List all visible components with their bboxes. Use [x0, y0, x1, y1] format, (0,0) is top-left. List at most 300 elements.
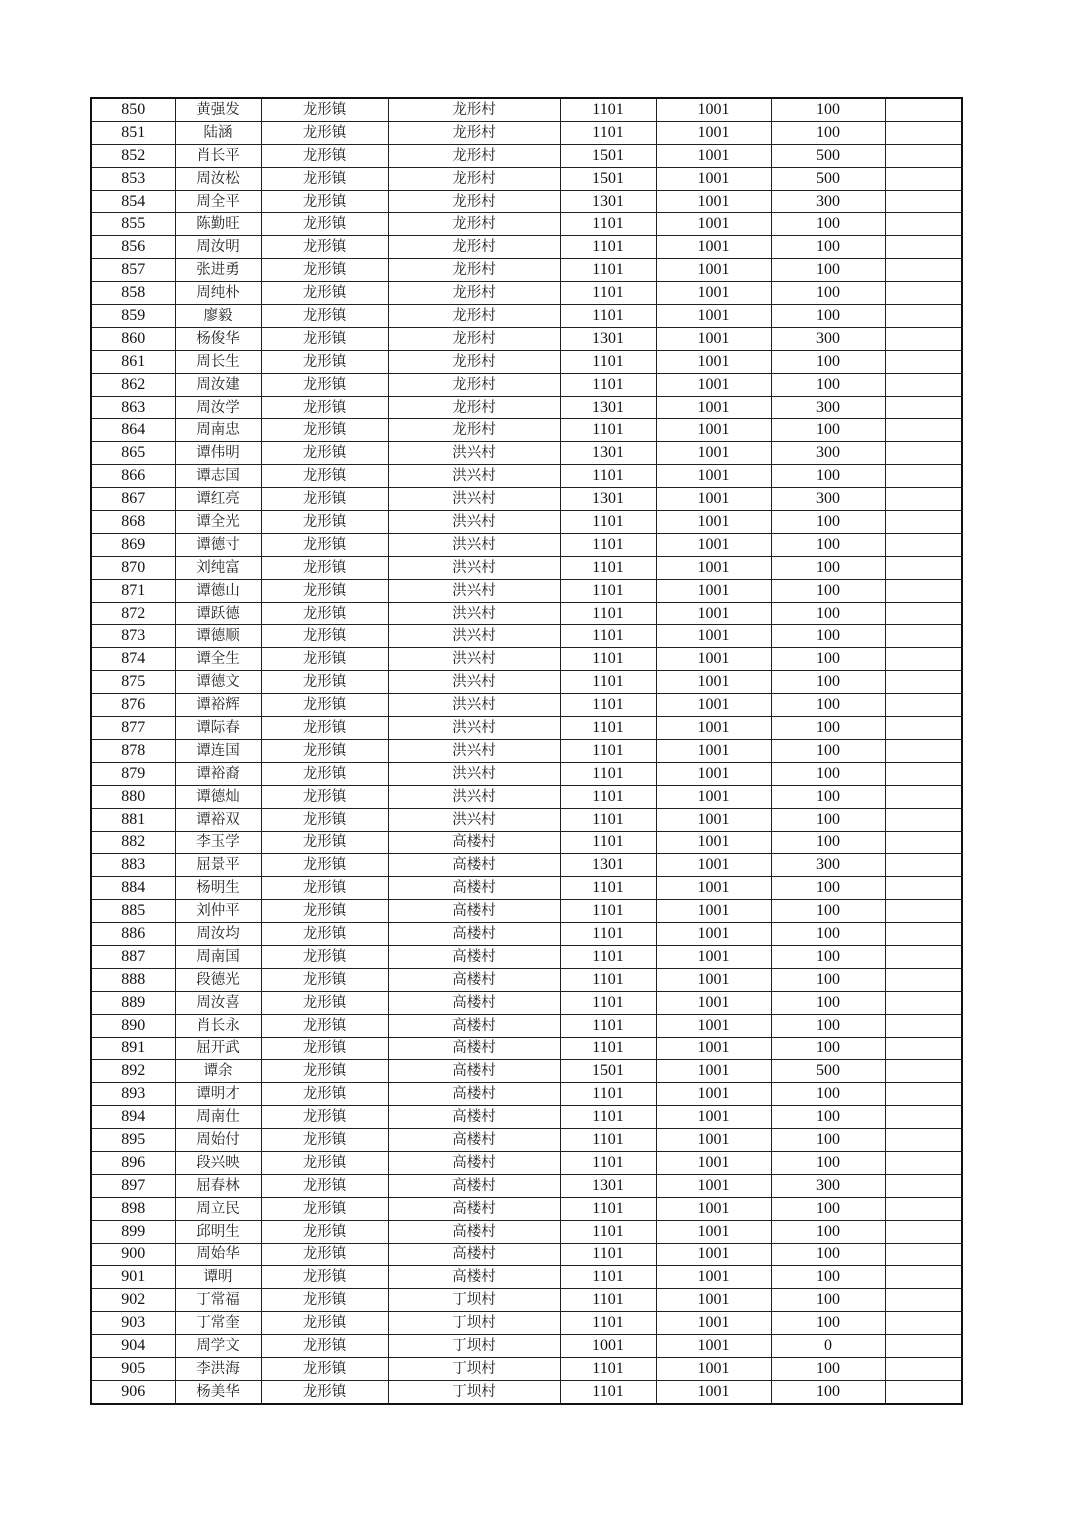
amount-cell: 100	[771, 350, 885, 373]
row-number-cell: 854	[91, 190, 175, 213]
name-cell: 谭志国	[175, 465, 261, 488]
code-a-cell: 1101	[560, 1106, 656, 1129]
remark-cell	[885, 1380, 962, 1403]
village-cell: 高楼村	[388, 854, 560, 877]
village-cell: 高楼村	[388, 1197, 560, 1220]
name-cell: 谭德文	[175, 671, 261, 694]
table-row	[91, 1312, 962, 1335]
table-row	[91, 1220, 962, 1243]
code-a-cell: 1101	[560, 1243, 656, 1266]
town-cell: 龙形镇	[261, 1174, 388, 1197]
village-cell: 洪兴村	[388, 762, 560, 785]
village-cell: 高楼村	[388, 1243, 560, 1266]
amount-cell: 100	[771, 808, 885, 831]
name-cell: 谭德寸	[175, 533, 261, 556]
code-a-cell: 1101	[560, 465, 656, 488]
name-cell: 屈春林	[175, 1174, 261, 1197]
table-row	[91, 1197, 962, 1220]
code-b-cell: 1001	[656, 442, 771, 465]
name-cell: 刘仲平	[175, 900, 261, 923]
code-b-cell: 1001	[656, 1266, 771, 1289]
remark-cell	[885, 396, 962, 419]
row-number-cell: 879	[91, 762, 175, 785]
remark-cell	[885, 579, 962, 602]
code-b-cell: 1001	[656, 1037, 771, 1060]
table-row	[91, 236, 962, 259]
remark-cell	[885, 488, 962, 511]
amount-cell: 100	[771, 579, 885, 602]
name-cell: 周长生	[175, 350, 261, 373]
row-number-cell: 884	[91, 877, 175, 900]
row-number-cell: 872	[91, 602, 175, 625]
town-cell: 龙形镇	[261, 1380, 388, 1403]
name-cell: 周汝松	[175, 167, 261, 190]
row-number-cell: 897	[91, 1174, 175, 1197]
name-cell: 丁常奎	[175, 1312, 261, 1335]
row-number-cell: 877	[91, 717, 175, 740]
table-row	[91, 556, 962, 579]
village-cell: 龙形村	[388, 213, 560, 236]
table-row	[91, 144, 962, 167]
remark-cell	[885, 900, 962, 923]
village-cell: 丁坝村	[388, 1335, 560, 1358]
town-cell: 龙形镇	[261, 1266, 388, 1289]
amount-cell: 100	[771, 533, 885, 556]
amount-cell: 300	[771, 190, 885, 213]
row-number-cell: 857	[91, 259, 175, 282]
name-cell: 段兴映	[175, 1151, 261, 1174]
table-row	[91, 854, 962, 877]
amount-cell: 100	[771, 1106, 885, 1129]
village-cell: 洪兴村	[388, 488, 560, 511]
code-b-cell: 1001	[656, 717, 771, 740]
remark-cell	[885, 831, 962, 854]
name-cell: 周学文	[175, 1335, 261, 1358]
code-a-cell: 1501	[560, 167, 656, 190]
name-cell: 周汝喜	[175, 991, 261, 1014]
row-number-cell: 863	[91, 396, 175, 419]
row-number-cell: 906	[91, 1380, 175, 1403]
table-row	[91, 717, 962, 740]
name-cell: 谭际春	[175, 717, 261, 740]
code-b-cell: 1001	[656, 831, 771, 854]
village-cell: 龙形村	[388, 282, 560, 305]
name-cell: 谭连国	[175, 739, 261, 762]
amount-cell: 100	[771, 1243, 885, 1266]
code-a-cell: 1101	[560, 259, 656, 282]
remark-cell	[885, 1083, 962, 1106]
table-row	[91, 442, 962, 465]
code-b-cell: 1001	[656, 1083, 771, 1106]
remark-cell	[885, 213, 962, 236]
row-number-cell: 880	[91, 785, 175, 808]
row-number-cell: 892	[91, 1060, 175, 1083]
remark-cell	[885, 717, 962, 740]
village-cell: 高楼村	[388, 968, 560, 991]
amount-cell: 100	[771, 1014, 885, 1037]
amount-cell: 100	[771, 511, 885, 534]
code-b-cell: 1001	[656, 167, 771, 190]
row-number-cell: 850	[91, 98, 175, 121]
village-cell: 丁坝村	[388, 1357, 560, 1380]
code-b-cell: 1001	[656, 1243, 771, 1266]
remark-cell	[885, 671, 962, 694]
town-cell: 龙形镇	[261, 1106, 388, 1129]
village-cell: 龙形村	[388, 305, 560, 328]
village-cell: 高楼村	[388, 1060, 560, 1083]
table-row	[91, 121, 962, 144]
town-cell: 龙形镇	[261, 190, 388, 213]
remark-cell	[885, 1014, 962, 1037]
amount-cell: 100	[771, 1289, 885, 1312]
code-a-cell: 1101	[560, 1129, 656, 1152]
village-cell: 丁坝村	[388, 1312, 560, 1335]
town-cell: 龙形镇	[261, 968, 388, 991]
code-a-cell: 1101	[560, 98, 656, 121]
code-b-cell: 1001	[656, 694, 771, 717]
code-b-cell: 1001	[656, 350, 771, 373]
amount-cell: 500	[771, 1060, 885, 1083]
village-cell: 高楼村	[388, 991, 560, 1014]
amount-cell: 100	[771, 877, 885, 900]
table-row	[91, 808, 962, 831]
remark-cell	[885, 327, 962, 350]
village-cell: 丁坝村	[388, 1380, 560, 1403]
name-cell: 周纯朴	[175, 282, 261, 305]
village-cell: 高楼村	[388, 900, 560, 923]
town-cell: 龙形镇	[261, 717, 388, 740]
table-row	[91, 190, 962, 213]
table-row	[91, 1335, 962, 1358]
amount-cell: 500	[771, 167, 885, 190]
amount-cell: 100	[771, 1266, 885, 1289]
village-cell: 龙形村	[388, 327, 560, 350]
table-row	[91, 533, 962, 556]
village-cell: 高楼村	[388, 1151, 560, 1174]
row-number-cell: 881	[91, 808, 175, 831]
row-number-cell: 868	[91, 511, 175, 534]
row-number-cell: 859	[91, 305, 175, 328]
name-cell: 周始付	[175, 1129, 261, 1152]
name-cell: 周汝建	[175, 373, 261, 396]
amount-cell: 100	[771, 648, 885, 671]
remark-cell	[885, 533, 962, 556]
amount-cell: 300	[771, 327, 885, 350]
code-a-cell: 1101	[560, 945, 656, 968]
remark-cell	[885, 808, 962, 831]
remark-cell	[885, 1312, 962, 1335]
town-cell: 龙形镇	[261, 1060, 388, 1083]
amount-cell: 100	[771, 236, 885, 259]
remark-cell	[885, 1129, 962, 1152]
row-number-cell: 885	[91, 900, 175, 923]
row-number-cell: 855	[91, 213, 175, 236]
row-number-cell: 893	[91, 1083, 175, 1106]
table-row	[91, 579, 962, 602]
code-a-cell: 1101	[560, 213, 656, 236]
row-number-cell: 903	[91, 1312, 175, 1335]
town-cell: 龙形镇	[261, 1357, 388, 1380]
amount-cell: 100	[771, 968, 885, 991]
code-a-cell: 1101	[560, 1151, 656, 1174]
remark-cell	[885, 282, 962, 305]
remark-cell	[885, 167, 962, 190]
town-cell: 龙形镇	[261, 442, 388, 465]
name-cell: 谭余	[175, 1060, 261, 1083]
code-a-cell: 1501	[560, 144, 656, 167]
code-b-cell: 1001	[656, 144, 771, 167]
town-cell: 龙形镇	[261, 831, 388, 854]
code-b-cell: 1001	[656, 808, 771, 831]
village-cell: 龙形村	[388, 144, 560, 167]
table-row	[91, 511, 962, 534]
code-a-cell: 1101	[560, 1266, 656, 1289]
town-cell: 龙形镇	[261, 350, 388, 373]
village-cell: 丁坝村	[388, 1289, 560, 1312]
amount-cell: 100	[771, 373, 885, 396]
code-b-cell: 1001	[656, 1357, 771, 1380]
code-b-cell: 1001	[656, 556, 771, 579]
remark-cell	[885, 419, 962, 442]
name-cell: 周立民	[175, 1197, 261, 1220]
remark-cell	[885, 442, 962, 465]
code-a-cell: 1101	[560, 877, 656, 900]
data-table	[90, 97, 963, 1405]
village-cell: 高楼村	[388, 1220, 560, 1243]
village-cell: 高楼村	[388, 1174, 560, 1197]
amount-cell: 100	[771, 1151, 885, 1174]
table-row	[91, 305, 962, 328]
code-a-cell: 1101	[560, 1083, 656, 1106]
town-cell: 龙形镇	[261, 900, 388, 923]
table-row	[91, 1243, 962, 1266]
remark-cell	[885, 190, 962, 213]
town-cell: 龙形镇	[261, 694, 388, 717]
row-number-cell: 899	[91, 1220, 175, 1243]
code-a-cell: 1301	[560, 190, 656, 213]
row-number-cell: 875	[91, 671, 175, 694]
amount-cell: 100	[771, 1129, 885, 1152]
amount-cell: 100	[771, 1083, 885, 1106]
row-number-cell: 898	[91, 1197, 175, 1220]
town-cell: 龙形镇	[261, 1312, 388, 1335]
town-cell: 龙形镇	[261, 98, 388, 121]
village-cell: 高楼村	[388, 1106, 560, 1129]
row-number-cell: 894	[91, 1106, 175, 1129]
remark-cell	[885, 511, 962, 534]
code-b-cell: 1001	[656, 396, 771, 419]
code-a-cell: 1301	[560, 327, 656, 350]
code-a-cell: 1101	[560, 1037, 656, 1060]
code-a-cell: 1101	[560, 785, 656, 808]
town-cell: 龙形镇	[261, 1243, 388, 1266]
table-row	[91, 1151, 962, 1174]
remark-cell	[885, 694, 962, 717]
table-row	[91, 694, 962, 717]
code-a-cell: 1101	[560, 1220, 656, 1243]
code-a-cell: 1101	[560, 121, 656, 144]
table-row	[91, 213, 962, 236]
row-number-cell: 852	[91, 144, 175, 167]
code-b-cell: 1001	[656, 1380, 771, 1403]
code-a-cell: 1101	[560, 968, 656, 991]
village-cell: 洪兴村	[388, 785, 560, 808]
village-cell: 龙形村	[388, 419, 560, 442]
code-b-cell: 1001	[656, 98, 771, 121]
remark-cell	[885, 305, 962, 328]
remark-cell	[885, 1106, 962, 1129]
row-number-cell: 896	[91, 1151, 175, 1174]
town-cell: 龙形镇	[261, 305, 388, 328]
amount-cell: 100	[771, 121, 885, 144]
remark-cell	[885, 945, 962, 968]
town-cell: 龙形镇	[261, 327, 388, 350]
table-row	[91, 923, 962, 946]
code-b-cell: 1001	[656, 854, 771, 877]
remark-cell	[885, 98, 962, 121]
code-b-cell: 1001	[656, 282, 771, 305]
remark-cell	[885, 144, 962, 167]
row-number-cell: 883	[91, 854, 175, 877]
town-cell: 龙形镇	[261, 259, 388, 282]
code-a-cell: 1101	[560, 808, 656, 831]
table-row	[91, 945, 962, 968]
code-a-cell: 1301	[560, 488, 656, 511]
code-b-cell: 1001	[656, 785, 771, 808]
town-cell: 龙形镇	[261, 1037, 388, 1060]
remark-cell	[885, 1037, 962, 1060]
town-cell: 龙形镇	[261, 739, 388, 762]
code-b-cell: 1001	[656, 762, 771, 785]
name-cell: 肖长永	[175, 1014, 261, 1037]
town-cell: 龙形镇	[261, 488, 388, 511]
row-number-cell: 865	[91, 442, 175, 465]
town-cell: 龙形镇	[261, 556, 388, 579]
code-a-cell: 1101	[560, 236, 656, 259]
remark-cell	[885, 373, 962, 396]
code-a-cell: 1101	[560, 1312, 656, 1335]
code-a-cell: 1301	[560, 396, 656, 419]
village-cell: 龙形村	[388, 167, 560, 190]
amount-cell: 100	[771, 625, 885, 648]
name-cell: 谭裕辉	[175, 694, 261, 717]
village-cell: 龙形村	[388, 98, 560, 121]
code-a-cell: 1501	[560, 1060, 656, 1083]
code-b-cell: 1001	[656, 1312, 771, 1335]
remark-cell	[885, 1220, 962, 1243]
amount-cell: 100	[771, 602, 885, 625]
village-cell: 洪兴村	[388, 579, 560, 602]
name-cell: 谭全光	[175, 511, 261, 534]
village-cell: 高楼村	[388, 1129, 560, 1152]
town-cell: 龙形镇	[261, 923, 388, 946]
code-b-cell: 1001	[656, 488, 771, 511]
remark-cell	[885, 350, 962, 373]
amount-cell: 300	[771, 396, 885, 419]
remark-cell	[885, 1266, 962, 1289]
code-a-cell: 1101	[560, 1197, 656, 1220]
name-cell: 廖毅	[175, 305, 261, 328]
row-number-cell: 861	[91, 350, 175, 373]
row-number-cell: 905	[91, 1357, 175, 1380]
table-row	[91, 373, 962, 396]
table-row	[91, 1037, 962, 1060]
remark-cell	[885, 648, 962, 671]
town-cell: 龙形镇	[261, 144, 388, 167]
code-a-cell: 1301	[560, 442, 656, 465]
code-b-cell: 1001	[656, 305, 771, 328]
amount-cell: 100	[771, 739, 885, 762]
amount-cell: 300	[771, 1174, 885, 1197]
village-cell: 龙形村	[388, 190, 560, 213]
amount-cell: 100	[771, 1380, 885, 1403]
village-cell: 龙形村	[388, 259, 560, 282]
row-number-cell: 895	[91, 1129, 175, 1152]
code-a-cell: 1101	[560, 625, 656, 648]
remark-cell	[885, 1197, 962, 1220]
village-cell: 高楼村	[388, 877, 560, 900]
name-cell: 周汝学	[175, 396, 261, 419]
town-cell: 龙形镇	[261, 396, 388, 419]
row-number-cell: 851	[91, 121, 175, 144]
code-b-cell: 1001	[656, 625, 771, 648]
remark-cell	[885, 259, 962, 282]
town-cell: 龙形镇	[261, 373, 388, 396]
table-row	[91, 877, 962, 900]
name-cell: 谭德灿	[175, 785, 261, 808]
code-a-cell: 1101	[560, 1014, 656, 1037]
amount-cell: 100	[771, 945, 885, 968]
code-b-cell: 1001	[656, 945, 771, 968]
amount-cell: 0	[771, 1335, 885, 1358]
code-b-cell: 1001	[656, 1289, 771, 1312]
village-cell: 洪兴村	[388, 694, 560, 717]
town-cell: 龙形镇	[261, 602, 388, 625]
name-cell: 谭红亮	[175, 488, 261, 511]
town-cell: 龙形镇	[261, 533, 388, 556]
code-a-cell: 1101	[560, 533, 656, 556]
amount-cell: 100	[771, 419, 885, 442]
table-row	[91, 625, 962, 648]
table-row	[91, 739, 962, 762]
town-cell: 龙形镇	[261, 854, 388, 877]
row-number-cell: 878	[91, 739, 175, 762]
name-cell: 杨美华	[175, 1380, 261, 1403]
name-cell: 周始华	[175, 1243, 261, 1266]
code-b-cell: 1001	[656, 1060, 771, 1083]
amount-cell: 100	[771, 98, 885, 121]
name-cell: 谭德山	[175, 579, 261, 602]
row-number-cell: 870	[91, 556, 175, 579]
village-cell: 洪兴村	[388, 511, 560, 534]
town-cell: 龙形镇	[261, 1220, 388, 1243]
remark-cell	[885, 785, 962, 808]
code-a-cell: 1101	[560, 373, 656, 396]
code-a-cell: 1101	[560, 305, 656, 328]
name-cell: 李玉学	[175, 831, 261, 854]
code-a-cell: 1101	[560, 717, 656, 740]
row-number-cell: 889	[91, 991, 175, 1014]
name-cell: 谭明才	[175, 1083, 261, 1106]
code-a-cell: 1101	[560, 1380, 656, 1403]
table-row	[91, 1357, 962, 1380]
code-b-cell: 1001	[656, 877, 771, 900]
name-cell: 段德光	[175, 968, 261, 991]
row-number-cell: 862	[91, 373, 175, 396]
name-cell: 刘纯富	[175, 556, 261, 579]
row-number-cell: 888	[91, 968, 175, 991]
code-a-cell: 1101	[560, 831, 656, 854]
